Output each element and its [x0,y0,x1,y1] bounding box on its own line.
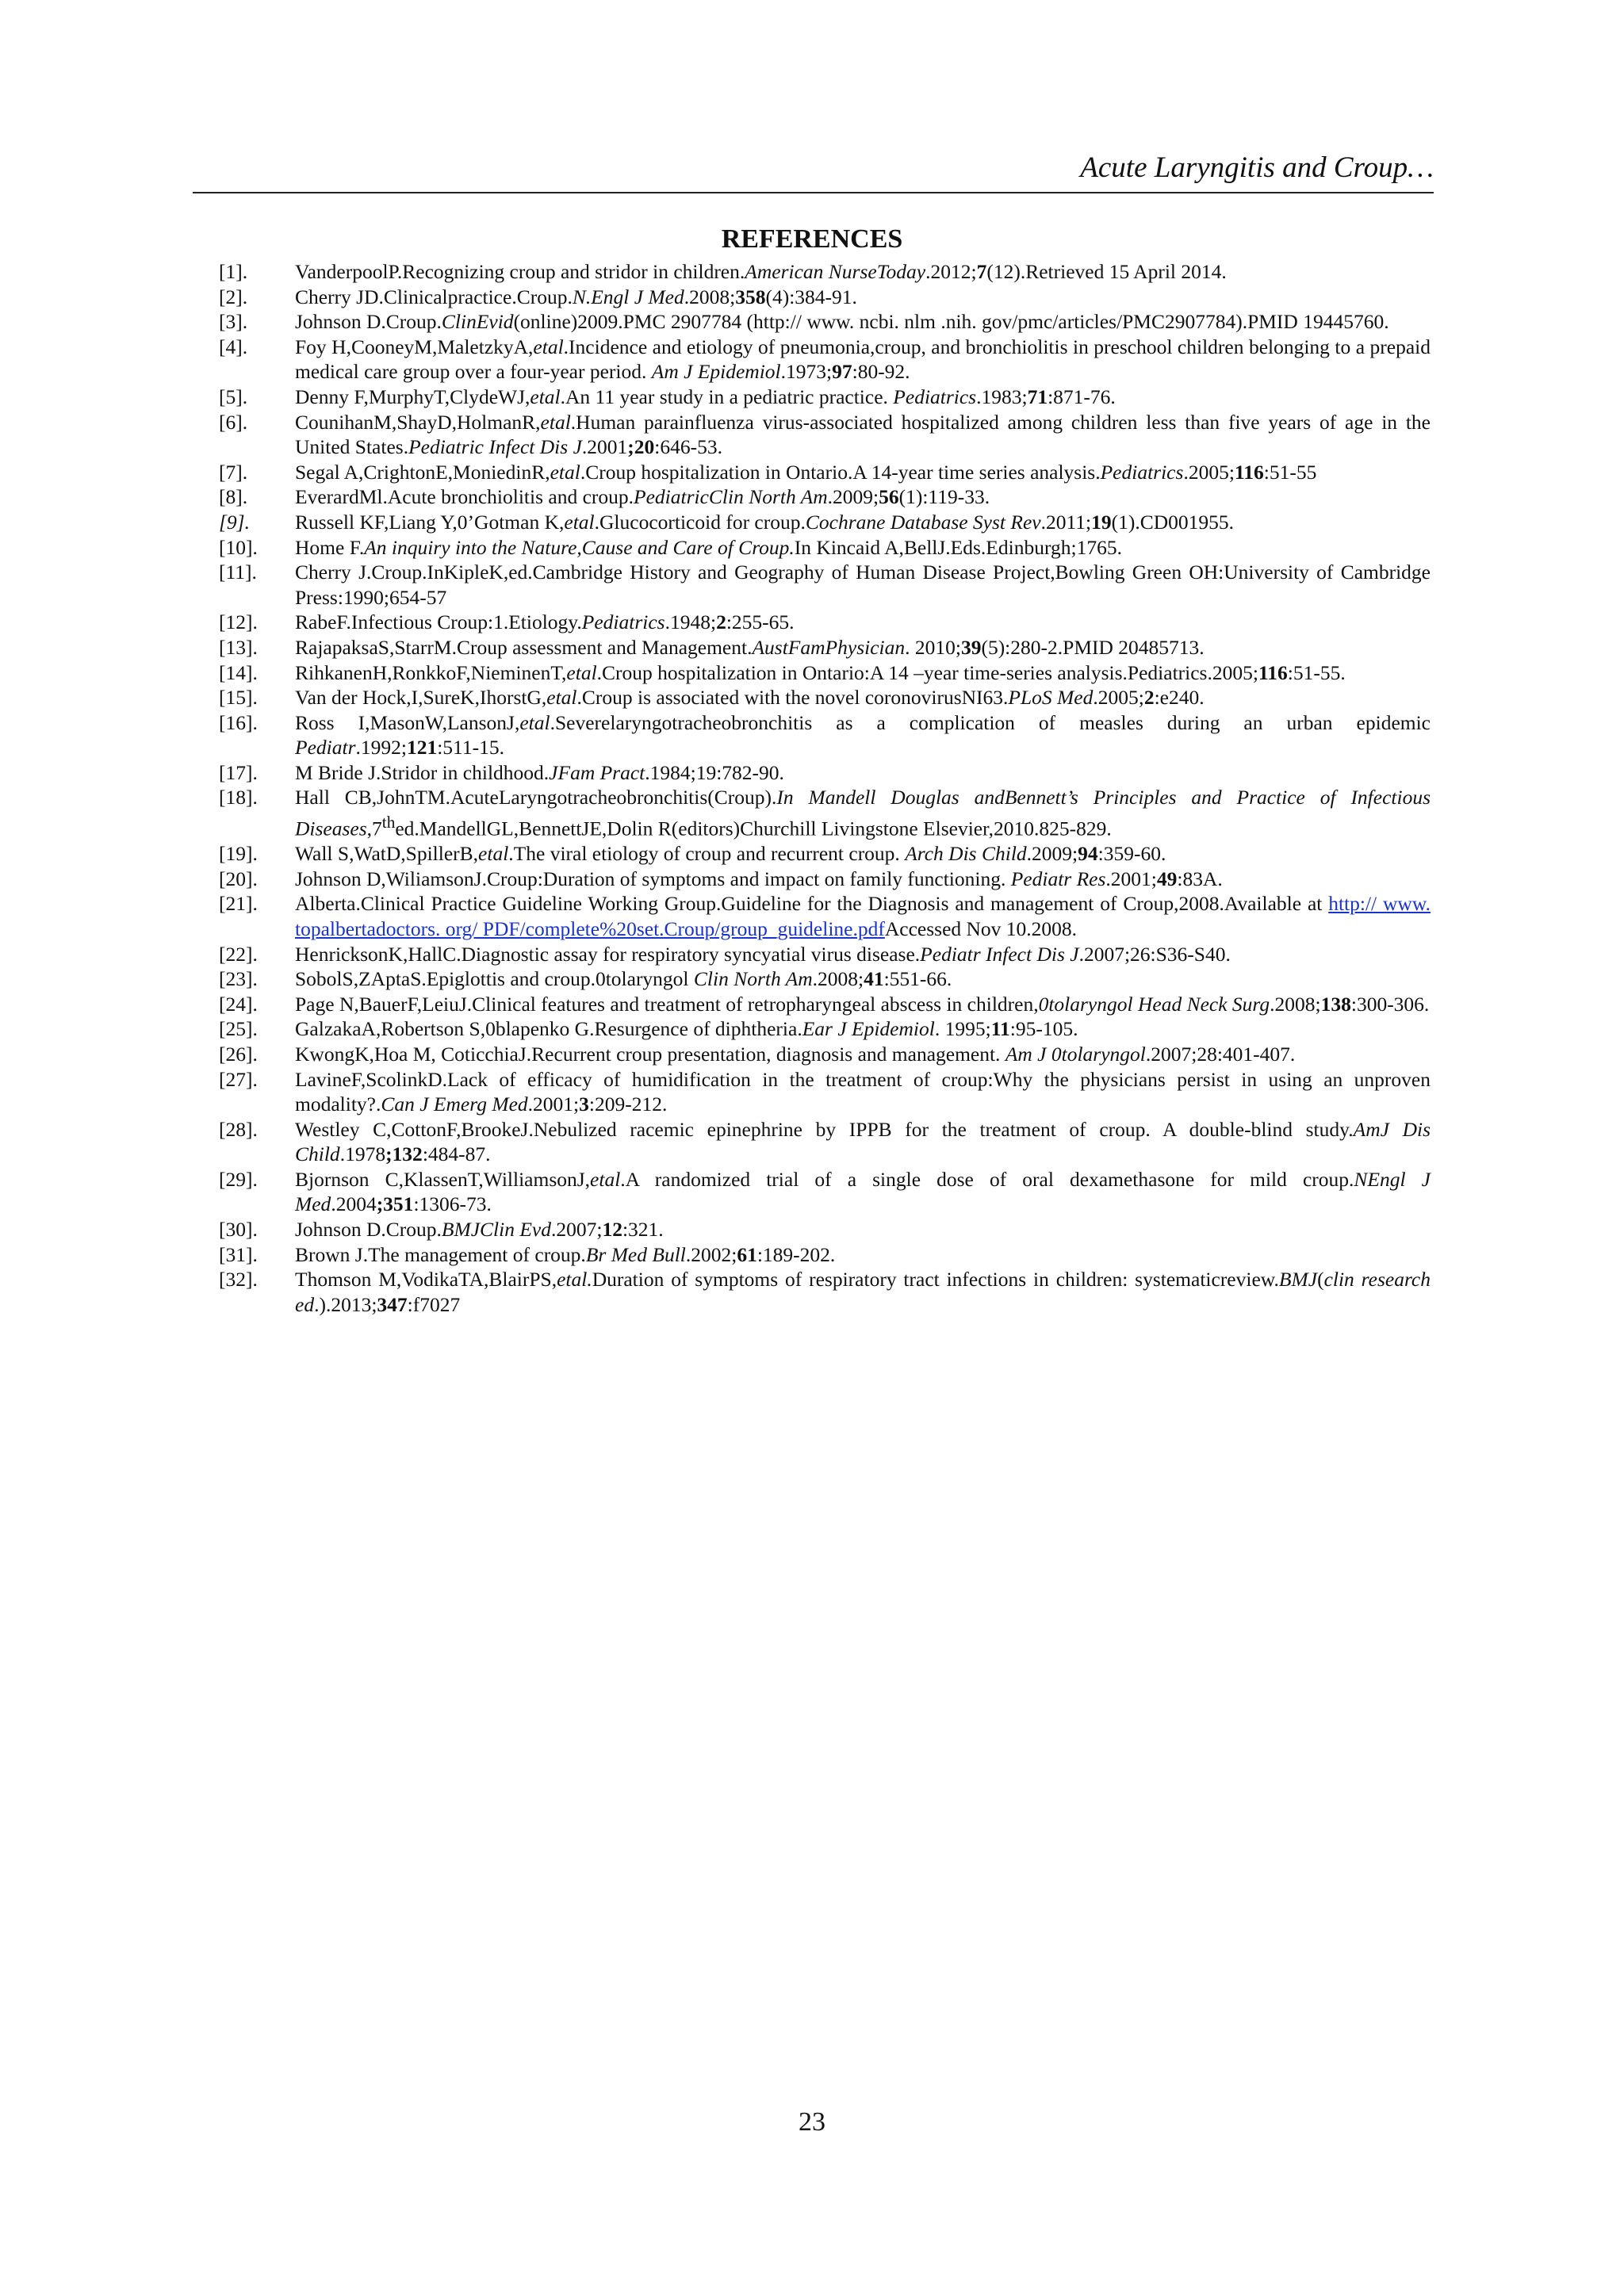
reference-text-segment: Bjornson C,KlassenT,WilliamsonJ, [295,1167,591,1191]
reference-text-segment: (12).Retrieved 15 April 2014. [986,260,1227,283]
reference-list [219,259,1431,1317]
reference-number: [26]. [219,1042,258,1066]
reference-text-segment: Johnson D.Croup. [295,310,442,334]
reference-text [295,1167,1431,1217]
reference-text-segment: Duration of symptoms of respiratory tract infections in children: systematicreview. [592,1268,1279,1292]
reference-text-segment: .Incidence and etiology of pneumonia,croup, and bronchiolitis in preschool children belonging to a prepaid medical care group over a four-year period. [295,335,1431,384]
reference-text [295,560,1431,610]
reference-volume: 71 [1027,385,1048,408]
reference-text-segment: Foy H,CooneyM,MaletzkyA, [295,335,534,358]
reference-text-segment: .Severelaryngotracheobronchitis as a complication of measles during an urban epidemic [550,710,1431,734]
header-rule [193,192,1434,193]
reference-text [295,1267,1431,1317]
reference-volume: 41 [864,967,884,991]
reference-volume: 116 [1258,660,1288,684]
reference-text-segment: (1).CD001955. [1111,510,1235,534]
reference-item [219,285,1431,310]
reference-number: [13]. [219,635,258,659]
reference-text-segment: :321. [622,1218,664,1242]
reference-number: [25]. [219,1017,258,1041]
reference-text-segment: M Bride J.Stridor in childhood. [295,760,550,784]
reference-text-segment: :359-60. [1097,842,1166,866]
reference-item [219,1016,1431,1042]
reference-volume: 11 [990,1017,1010,1041]
reference-item [219,484,1431,510]
reference-text [295,285,1431,310]
reference-text [295,785,1431,841]
reference-volume: 56 [879,485,899,509]
reference-item [219,785,1431,841]
reference-text-segment: Wall S,WatD,SpillerB, [295,842,479,866]
reference-text-segment: .1983; [976,385,1028,408]
reference-text-segment: :189-202. [756,1242,836,1266]
reference-text-segment: :871-76. [1048,385,1116,408]
reference-journal-italic: BMJClin Evd [441,1218,551,1242]
reference-text-segment: .).2013; [314,1292,377,1316]
reference-text-segment: .2004 [331,1192,377,1216]
reference-number: [29]. [219,1167,258,1191]
reference-text-segment: .Croup hospitalization in Ontario:A 14 –year time-series analysis.Pediatrics.2005; [596,660,1258,684]
reference-number: [4]. [219,335,248,358]
reference-text-segment: Brown J.The management of croup. [295,1242,586,1266]
reference-text-segment: Johnson D,WiliamsonJ.Croup:Duration of symptoms and impact on family functioning. [295,867,1011,890]
reference-text-segment: . 2010; [905,635,961,659]
reference-number: [11]. [219,561,257,584]
reference-text-segment: EverardMl.Acute bronchiolitis and croup. [295,485,634,509]
reference-journal-italic: Am J 0tolaryngol [1005,1042,1146,1066]
reference-text [295,966,1431,992]
reference-volume: 49 [1156,867,1178,890]
reference-text [295,1217,1431,1242]
reference-journal-italic: Pediatrics [581,610,665,634]
reference-text-segment: .2005; [1093,686,1144,710]
reference-text [295,460,1431,485]
reference-journal-italic: PLoS Med [1008,686,1094,710]
reference-text-segment: .2001; [527,1093,580,1116]
reference-journal-italic: etal [533,335,564,358]
reference-item [219,535,1431,561]
reference-item [219,410,1431,460]
reference-number: [12]. [219,610,258,634]
reference-text-segment: .An 11 year study in a pediatric practice. [560,385,894,408]
reference-text-segment: GalzakaA,Robertson S,0blapenko G.Resurgence of diphtheria. [295,1017,802,1041]
reference-volume: 7 [976,260,987,283]
reference-text-segment: VanderpoolP.Recognizing croup and stridor in children. [295,260,745,283]
reference-item [219,966,1431,992]
reference-text-segment: Ross I,MasonW,LansonJ, [295,710,520,734]
reference-number: [21]. [219,892,258,916]
reference-volume: ;351 [376,1192,414,1216]
reference-text [295,891,1431,941]
reference-journal-italic: Clin North Am [693,967,813,991]
reference-text-segment: .2009; [827,485,879,509]
reference-journal-italic: etal [550,460,580,484]
reference-text-segment: :300-306. [1350,992,1430,1016]
reference-number: [27]. [219,1067,258,1091]
reference-journal-italic: BMJ [1278,1268,1318,1292]
reference-text-segment: Home F. [295,535,365,559]
reference-text-segment: Accessed Nov 10.2008. [884,916,1078,940]
reference-text [295,484,1431,510]
reference-number: [28]. [219,1117,258,1141]
reference-text-segment: :95-105. [1009,1017,1078,1041]
reference-text-segment: Denny F,MurphyT,ClydeWJ, [295,385,530,408]
reference-item [219,460,1431,485]
reference-link[interactable]: http:// www. topalbertadoctors. org/ PDF/complete%20set.Croup/group_guideline.pdf [295,892,1431,940]
reference-text-segment: .1992; [355,736,407,760]
reference-volume: ;132 [385,1142,423,1166]
reference-volume: 61 [737,1242,757,1266]
reference-volume: 39 [960,635,982,659]
reference-item [219,385,1431,410]
reference-text-segment: RajapaksaS,StarrM.Croup assessment and Management. [295,635,753,659]
reference-text-segment: .2002; [685,1242,737,1266]
reference-text-segment: .2012; [925,260,977,283]
reference-text-segment: :83A. [1177,867,1223,890]
reference-text [295,535,1431,561]
reference-text-segment: Westley C,CottonF,BrookeJ.Nebulized racemic epinephrine by IPPB for the treatment of croup. A double-blind study. [295,1117,1354,1141]
reference-text [295,410,1431,460]
reference-item [219,867,1431,892]
reference-item [219,891,1431,941]
reference-text-segment: RihkanenH,RonkkoF,NieminenT, [295,660,567,684]
reference-text-segment: .A randomized trial of a single dose of oral dexamethasone for mild croup. [620,1167,1354,1191]
reference-item [219,309,1431,335]
reference-journal-italic: Am J Epidemiol [651,360,781,384]
reference-item [219,510,1431,535]
reference-number: [15]. [219,686,258,710]
reference-text-segment: .1973; [780,360,833,384]
reference-item [219,1167,1431,1217]
reference-text-segment: .1978 [339,1142,386,1166]
running-title: Acute Laryngitis and Croup… [1080,151,1434,184]
reference-text-segment: .2007;28:401-407. [1145,1042,1296,1066]
reference-text-segment: RabeF.Infectious Croup:1.Etiology. [295,610,582,634]
reference-text-segment: .2007; [550,1218,603,1242]
reference-text-segment: .2008; [684,285,736,308]
reference-text-segment: .1948; [665,610,717,634]
reference-text-segment: .Human parainfluenza virus-associated hospitalized among children less than five years of age in the United States. [295,410,1431,459]
reference-volume: 12 [602,1218,622,1242]
reference-journal-italic: Cochrane Database Syst Rev [805,510,1041,534]
reference-number: [7]. [219,460,248,484]
reference-journal-italic: ClinEvid [441,310,514,334]
reference-item [219,560,1431,610]
reference-item [219,610,1431,635]
reference-item [219,710,1431,760]
reference-text-segment: HenricksonK,HallC.Diagnostic assay for respiratory syncyatial virus disease. [295,942,921,966]
reference-number: [30]. [219,1218,258,1242]
reference-number: [20]. [219,867,258,890]
page-number: 23 [799,2107,825,2137]
reference-journal-italic: etal [564,510,595,534]
reference-item [219,841,1431,867]
reference-number: [9]. [219,510,250,534]
reference-text [295,635,1431,660]
reference-number: [23]. [219,967,258,991]
reference-journal-italic: clin research ed [295,1268,1431,1316]
reference-journal-italic: AustFamPhysician [752,635,906,659]
reference-journal-italic: American NurseToday [745,260,926,283]
reference-journal-italic: etal [566,660,597,684]
reference-text-segment: . 1995; [934,1017,991,1041]
reference-text [295,259,1431,285]
reference-volume: 3 [579,1093,589,1116]
reference-number: [5]. [219,385,248,408]
reference-text [295,942,1431,967]
reference-journal-italic: Arch Dis Child [905,842,1027,866]
reference-journal-italic: 0tolaryngol Head Neck Surg [1038,992,1270,1016]
reference-number: [3]. [219,310,248,334]
reference-item [219,335,1431,385]
reference-number: [17]. [219,760,258,784]
reference-journal-italic: Pediatr Res [1010,867,1106,890]
reference-text [295,1016,1431,1042]
reference-text-segment: .2008; [812,967,864,991]
reference-volume: 94 [1078,842,1098,866]
reference-text-segment: :51-55. [1287,660,1346,684]
reference-volume: 19 [1091,510,1112,534]
reference-text-segment: Cherry J.Croup.InKipleK,ed.Cambridge History and Geography of Human Disease Project,Bowling Green OH:University of Cambridge Press:1990;654-57 [295,561,1431,609]
reference-journal-italic: Ear J Epidemiol [802,1017,935,1041]
reference-item [219,685,1431,710]
reference-item [219,1217,1431,1242]
reference-text-segment: Thomson M,VodikaTA,BlairPS, [295,1268,557,1292]
reference-text [295,760,1431,786]
reference-text-segment: Hall CB,JohnTM.AcuteLaryngotracheobronchitis(Croup). [295,786,777,809]
reference-text-segment: :80-92. [852,360,910,384]
reference-text-segment: KwongK,Hoa M, CoticchiaJ.Recurrent croup presentation, diagnosis and management. [295,1042,1005,1066]
reference-text-segment: LavineF,ScolinkD.Lack of efficacy of humidification in the treatment of croup:Why the physicians persist in using an unproven modality?. [295,1067,1431,1116]
reference-text [295,1117,1431,1167]
reference-number: [16]. [219,710,258,734]
reference-journal-italic: etal [546,686,577,710]
reference-text-segment: CounihanM,ShayD,HolmanR, [295,410,541,434]
reference-text-segment: .2005; [1183,460,1235,484]
reference-volume: 2 [716,610,726,634]
reference-number: [6]. [219,410,248,434]
reference-text-segment: :551-66. [883,967,952,991]
reference-text-segment: Johnson D.Croup. [295,1218,442,1242]
reference-text-segment: Segal A,CrightonE,MoniedinR, [295,460,550,484]
reference-text-segment: .2001 [581,435,628,459]
reference-text-segment: ( [1317,1268,1324,1292]
reference-text-segment: .2008; [1270,992,1321,1016]
reference-item [219,992,1431,1017]
reference-superscript: th [381,813,396,832]
reference-text-segment: SobolS,ZAptaS.Epiglottis and croup.0tolaryngol [295,967,694,991]
reference-text-segment: Van der Hock,I,SureK,IhorstG, [295,686,547,710]
reference-text-segment: (online)2009.PMC 2907784 (http:// www. ncbi. nlm .nih. gov/pmc/articles/PMC2907784).PMID 19445760. [513,310,1389,334]
reference-text-segment: .Glucocorticoid for croup. [594,510,806,534]
reference-text [295,660,1431,686]
reference-text-segment: :646-53. [654,435,722,459]
reference-text-segment: :1306-73. [413,1192,492,1216]
reference-text-segment: .2011; [1040,510,1092,534]
reference-journal-italic: N.Engl J Med [572,285,684,308]
reference-item [219,942,1431,967]
reference-text-segment: (4):384-91. [765,285,857,308]
reference-text-segment: .1984;19:782-90. [645,760,784,784]
reference-text [295,385,1431,410]
reference-text-segment: (5):280-2.PMID 20485713. [981,635,1205,659]
reference-journal-italic: AmJ Dis Child [295,1117,1431,1166]
reference-text [295,867,1431,892]
reference-journal-italic: etal [540,410,571,434]
reference-number: [14]. [219,660,258,684]
reference-item [219,635,1431,660]
reference-volume: 138 [1320,992,1351,1016]
reference-item [219,1067,1431,1117]
reference-journal-italic: etal [590,1167,621,1191]
reference-journal-italic: Br Med Bull [585,1242,686,1266]
reference-text-segment: ed.MandellGL,BennettJE,Dolin R(editors)Churchill Livingstone Elsevier,2010.825-829. [395,817,1112,840]
reference-text-segment: Russell KF,Liang Y,0’Gotman K, [295,510,565,534]
reference-journal-italic: Pediatr [295,736,356,760]
reference-text [295,1042,1431,1067]
reference-text-segment: Cherry JD.Clinicalpractice.Croup. [295,285,573,308]
reference-number: [24]. [219,992,258,1016]
reference-journal-italic: etal [530,385,561,408]
reference-journal-italic: PediatricClin North Am [634,485,828,509]
reference-journal-italic: In Mandell Douglas andBennett’s Principles and Practice of Infectious Diseases [295,786,1431,840]
reference-text-segment: .Croup hospitalization in Ontario.A 14-year time series analysis. [580,460,1101,484]
reference-number: [18]. [219,786,258,809]
reference-text-segment: :484-87. [422,1142,491,1166]
reference-text-segment: :51-55 [1263,460,1317,484]
reference-volume: 97 [832,360,852,384]
reference-journal-italic: Pediatr Infect Dis J [920,942,1079,966]
reference-number: [22]. [219,942,258,966]
reference-text-segment: .The viral etiology of croup and recurrent croup. [508,842,906,866]
reference-text-segment: :255-65. [726,610,795,634]
reference-text-segment: .2007;26:S36-S40. [1078,942,1231,966]
reference-journal-italic: Pediatric Infect Dis J [408,435,582,459]
reference-journal-italic: Can J Emerg Med [381,1093,528,1116]
reference-text-segment: ,7 [366,817,382,840]
reference-volume: 116 [1234,460,1264,484]
reference-text-segment: In Kincaid A,BellJ.Eds.Edinburgh;1765. [794,535,1122,559]
reference-journal-italic: NEngl J Med [295,1167,1431,1216]
reference-journal-italic: Pediatrics [1100,460,1184,484]
references-heading: REFERENCES [721,224,903,254]
reference-text-segment: Alberta.Clinical Practice Guideline Working Group.Guideline for the Diagnosis and management of Croup,2008.Available at [295,892,1329,916]
reference-journal-italic: etal [478,842,509,866]
reference-journal-italic: etal. [557,1268,592,1292]
reference-journal-italic: JFam Pract [549,760,645,784]
reference-journal-italic: Pediatrics [893,385,977,408]
reference-text [295,510,1431,535]
reference-text [295,309,1431,335]
reference-number: [19]. [219,842,258,866]
reference-journal-italic: etal [519,710,550,734]
reference-item [219,1242,1431,1268]
reference-text-segment: :209-212. [588,1093,668,1116]
reference-text [295,710,1431,760]
reference-number: [2]. [219,285,248,308]
reference-number: [32]. [219,1268,258,1292]
reference-item [219,760,1431,786]
reference-text-segment: (1):119-33. [898,485,990,509]
reference-text-segment: :511-15. [437,736,504,760]
reference-text [295,685,1431,710]
reference-text-segment: Page N,BauerF,LeiuJ.Clinical features and treatment of retropharyngeal abscess in children, [295,992,1039,1016]
reference-text [295,610,1431,635]
reference-number: [1]. [219,260,248,283]
reference-number: [10]. [219,535,258,559]
reference-text-segment: :f7027 [407,1292,461,1316]
reference-text [295,841,1431,867]
reference-text-segment: .2001; [1105,867,1157,890]
reference-text [295,992,1431,1017]
reference-volume: ;20 [627,435,655,459]
reference-item [219,660,1431,686]
reference-item [219,1117,1431,1167]
reference-volume: 121 [406,736,438,760]
reference-text-segment: :e240. [1154,686,1205,710]
reference-volume: 358 [735,285,766,308]
reference-text-segment: .Croup is associated with the novel coronovirusNI63. [576,686,1009,710]
reference-journal-italic: An inquiry into the Nature,Cause and Care of Croup. [364,535,795,559]
reference-volume: 2 [1143,686,1155,710]
reference-item [219,1267,1431,1317]
reference-item [219,1042,1431,1067]
reference-text-segment: .2009; [1026,842,1078,866]
reference-number: [8]. [219,485,248,509]
reference-text [295,1067,1431,1117]
reference-text [295,1242,1431,1268]
reference-volume: 347 [377,1292,408,1316]
reference-number: [31]. [219,1242,258,1266]
reference-item [219,259,1431,285]
reference-text [295,335,1431,385]
